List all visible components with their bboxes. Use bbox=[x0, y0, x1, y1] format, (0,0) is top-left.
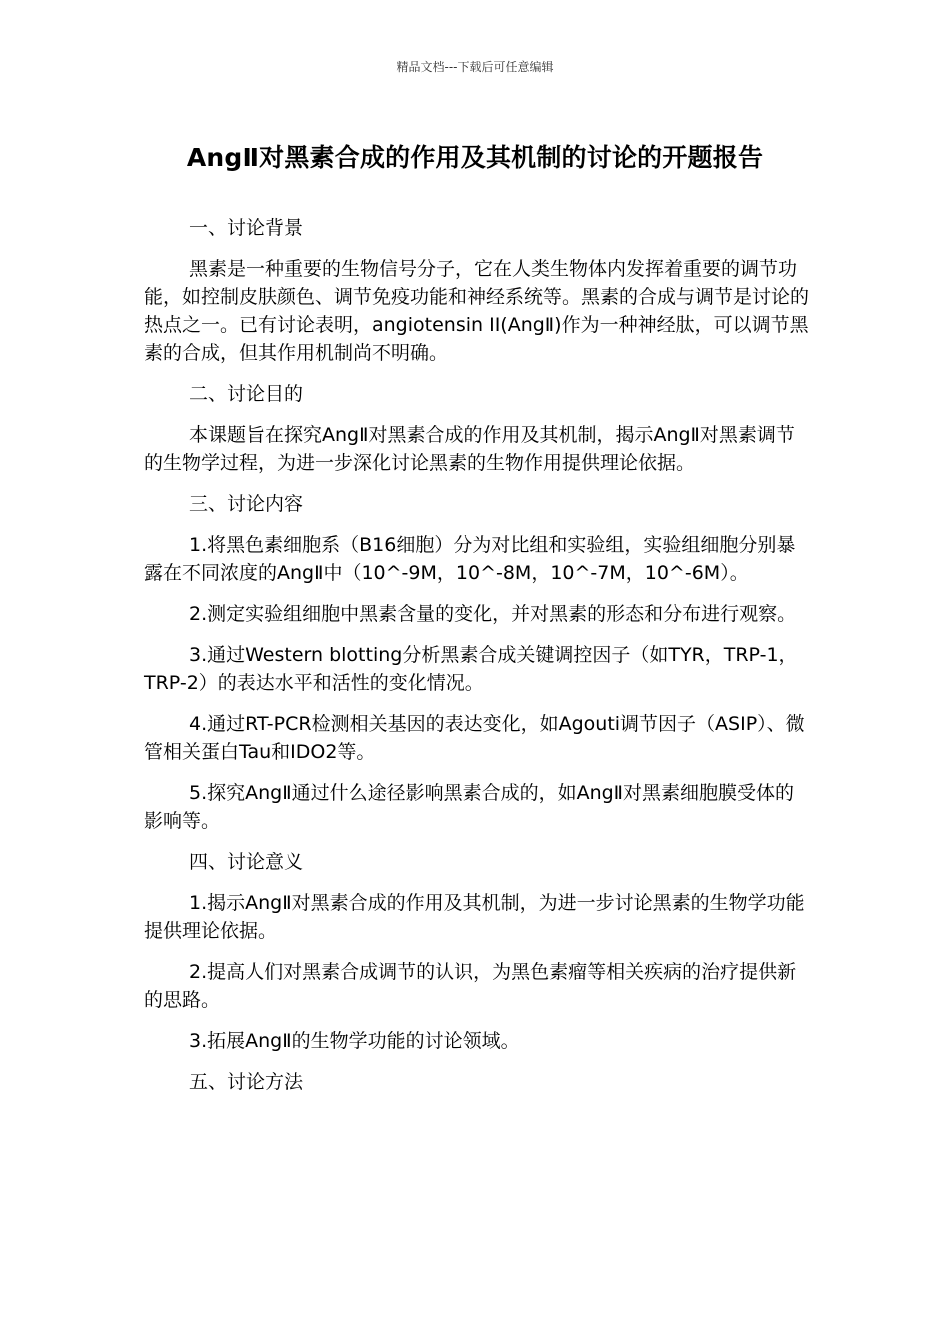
paragraph-purpose: 本课题旨在探究AngⅡ对黑素合成的作用及其机制，揭示AngⅡ对黑素调节的生物学过程，为进一步深化讨论黑素的生物作用提供理论依据。 bbox=[144, 424, 795, 474]
section-heading-purpose: 二、讨论目的 bbox=[189, 383, 304, 405]
significance-item-2: 2.提高人们对黑素合成调节的认识，为黑色素瘤等相关疾病的治疗提供新的思路。 bbox=[144, 961, 797, 1011]
paragraph-background: 黑素是一种重要的生物信号分子，它在人类生物体内发挥着重要的调节功能，如控制皮肤颜色、调节免疫功能和神经系统等。黑素的合成与调节是讨论的热点之一。已有讨论表明，angiotensin II(AngⅡ)作为一种神经肽，可以调节黑素的合成，但其作用机制尚不明确。 bbox=[144, 258, 810, 364]
content-item-5: 5.探究AngⅡ通过什么途径影响黑素合成的，如AngⅡ对黑素细胞膜受体的影响等。 bbox=[144, 782, 795, 832]
document-title: AngⅡ对黑素合成的作用及其机制的讨论的开题报告 bbox=[186, 143, 764, 172]
content-item-4: 4.通过RT-PCR检测相关基因的表达变化，如Agouti调节因子（ASIP）、微管相关蛋白Tau和IDO2等。 bbox=[144, 713, 805, 763]
content-item-2: 2.测定实验组细胞中黑素含量的变化，并对黑素的形态和分布进行观察。 bbox=[189, 603, 797, 625]
section-heading-content: 三、讨论内容 bbox=[189, 493, 304, 515]
section-heading-methods: 五、讨论方法 bbox=[189, 1071, 304, 1093]
section-heading-background: 一、讨论背景 bbox=[189, 217, 304, 239]
document-body bbox=[144, 214, 810, 1109]
significance-item-3: 3.拓展AngⅡ的生物学功能的讨论领域。 bbox=[189, 1030, 520, 1052]
content-item-1: 1.将黑色素细胞系（B16细胞）分为对比组和实验组，实验组细胞分别暴露在不同浓度的AngⅡ中（10^-9M，10^-8M，10^-7M，10^-6M）。 bbox=[144, 534, 796, 584]
significance-item-1: 1.揭示AngⅡ对黑素合成的作用及其机制，为进一步讨论黑素的生物学功能提供理论依据。 bbox=[144, 892, 805, 942]
section-heading-significance: 四、讨论意义 bbox=[189, 851, 304, 873]
page-header: 精品文档---下载后可任意编辑 bbox=[396, 60, 554, 74]
content-item-3: 3.通过Western blotting分析黑素合成关键调控因子（如TYR，TRP-1，TRP-2）的表达水平和活性的变化情况。 bbox=[144, 644, 798, 694]
